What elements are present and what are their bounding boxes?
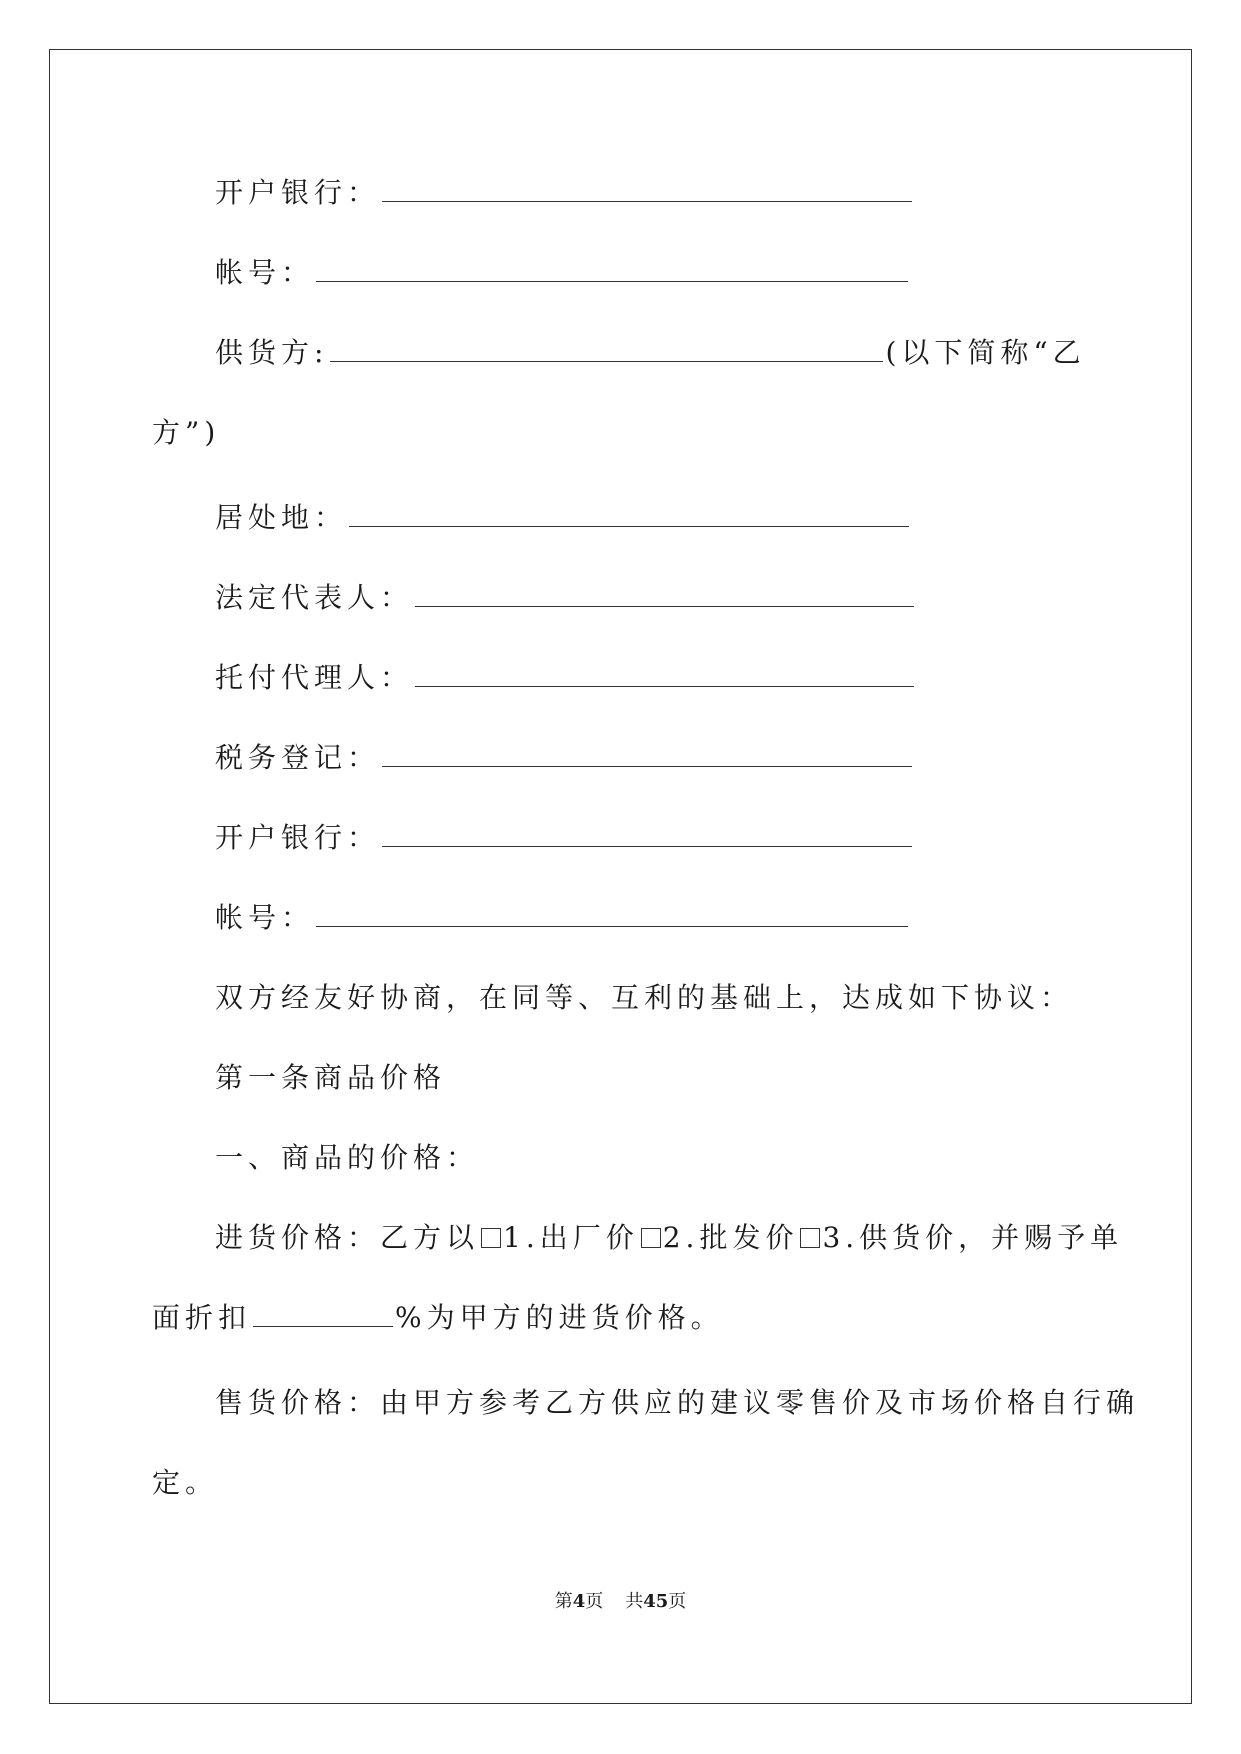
bank2-field-row (215, 820, 914, 856)
bank-field-row (215, 175, 914, 211)
page-footer (0, 1590, 1241, 1614)
account-label: 帐号： (215, 256, 315, 289)
purchase-price-row (215, 1220, 1123, 1256)
residence-blank[interactable] (349, 502, 909, 527)
agent-blank[interactable] (415, 662, 914, 687)
option-supply-price: 3.供货价，并赐予单 (822, 1221, 1124, 1254)
page-number: 4 (572, 1591, 586, 1612)
sale-price-row (215, 1385, 1139, 1421)
page-unit: 页 (585, 1591, 604, 1612)
discount-suffix: %为甲方的进货价格。 (395, 1301, 724, 1334)
tax-reg-field-row (215, 740, 914, 776)
supplier-continuation-text: 方”) (152, 416, 221, 449)
total-prefix: 共 (625, 1591, 644, 1612)
article-1-title (215, 1060, 446, 1096)
checkbox-wholesale-price[interactable] (641, 1228, 661, 1248)
account-blank[interactable] (316, 257, 908, 282)
tax-reg-blank[interactable] (382, 742, 912, 767)
account2-label: 帐号： (215, 901, 315, 934)
purchase-price-continuation (152, 1300, 724, 1336)
page-prefix: 第 (554, 1591, 573, 1612)
sale-price-text: 售货价格：由甲方参考乙方供应的建议零售价及市场价格自行确 (215, 1386, 1140, 1419)
account2-blank[interactable] (316, 902, 908, 927)
option-wholesale-price: 2.批发价 (662, 1221, 799, 1254)
checkbox-supply-price[interactable] (800, 1228, 820, 1248)
discount-prefix: 面折扣 (152, 1301, 252, 1334)
residence-field-row (215, 500, 911, 536)
legal-rep-field-row (215, 580, 916, 616)
agent-field-row (215, 660, 916, 696)
sale-price-continuation (152, 1465, 218, 1501)
total-pages: 45 (643, 1591, 669, 1612)
agent-label: 托付代理人： (215, 661, 414, 694)
supplier-label: 供货方: (215, 336, 329, 369)
tax-reg-label: 税务登记： (215, 741, 381, 774)
supplier-suffix: (以下简称“乙 (885, 336, 1086, 369)
legal-rep-blank[interactable] (415, 582, 914, 607)
article-1-title-text: 第一条商品价格 (215, 1061, 447, 1094)
sale-price-continuation-text: 定。 (152, 1466, 219, 1499)
purchase-price-label: 进货价格：乙方以 (215, 1221, 480, 1254)
legal-rep-label: 法定代表人： (215, 581, 414, 614)
account2-field-row (215, 900, 910, 936)
bank2-blank[interactable] (382, 822, 912, 847)
bank2-label: 开户银行： (215, 821, 381, 854)
supplier-blank[interactable] (330, 337, 883, 362)
bank-label: 开户银行： (215, 176, 381, 209)
residence-label: 居处地： (215, 501, 348, 534)
section-1-title (215, 1140, 479, 1176)
account-field-row (215, 255, 910, 291)
page-border (49, 49, 1192, 1704)
checkbox-factory-price[interactable] (481, 1228, 501, 1248)
supplier-continuation (152, 415, 220, 451)
bank-blank[interactable] (382, 177, 912, 202)
supplier-field-row (215, 335, 1086, 371)
section-1-title-text: 一、商品的价格： (215, 1141, 480, 1174)
discount-blank[interactable] (253, 1302, 393, 1327)
total-unit: 页 (668, 1591, 687, 1612)
option-factory-price: 1.出厂价 (503, 1221, 639, 1254)
agreement-intro-text: 双方经友好协商，在同等、互利的基础上，达成如下协议： (215, 981, 1074, 1014)
agreement-intro (215, 980, 1073, 1016)
